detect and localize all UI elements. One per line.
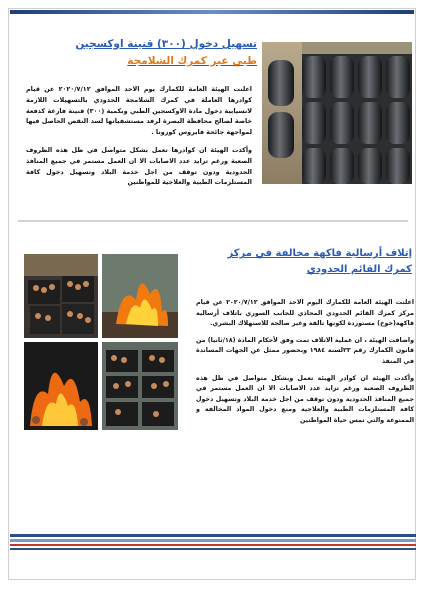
article2-body <box>196 298 414 433</box>
article2-paragraph: اعلنت الهيئة العامة للكمارك اليوم الاحد الموافق ٢٠٢٠/٧/١٢ عن قيام مركز كمرك القائم الحدودي المحاذي للجانب السوري باتلاف أرسالية فاكهة(خوخ) مستوردة لكونها تالفة وغير صالحة للاستهلاك البشري. <box>196 299 414 328</box>
section-divider <box>18 220 408 222</box>
article1-title <box>57 36 257 70</box>
fruit-destruction-photos <box>24 254 178 430</box>
top-decorative-bar <box>10 10 414 14</box>
article2-paragraph: وأكدت الهيئة ان كوادر الهيئة تعمل وبشكل متواصل في ظل هذه الظروف الصعبة ورغم تزايد عدد الاصابات الا ان العمل مستمر في جميع المنافذ الحدودية ودون توقف من اجل خدمة البلاد وتسهيل دخول كافة المستلزمات الطبية والعلاجية ومنع دخول المواد المخالفة و الممنوعة والتي تمس حياة المواطنين <box>196 374 414 424</box>
burning-fruit-photo <box>102 254 178 338</box>
fruit-fire-closeup-photo <box>24 342 98 430</box>
article1-paragraph: اعلنت الهيئة العامة للكمارك يوم الاحد الموافق ٢٠٢٠/٧/١٢ عن قيام كوادرها العاملة في كمرك الشلامجة الحدودي بالتسهيلات اللازمة لانسيابية دخول مادة الاوكسجين الطبي وبكمية (٣٠٠) قنينة فارغة كدفعة خاصة لصالح محافظة البصرة لرفد مستشفياتها لسد النقص الحاصل فيها لمواجهة جائحة فايروس كورونا . <box>26 85 253 137</box>
article1-body <box>26 84 252 195</box>
article2-title-line1: إتلاف أرسالية فاكهة مخالفة في مركز <box>227 248 412 259</box>
article2-title-line2: كمرك القائم الحدودي <box>306 264 412 275</box>
oxygen-cylinders-photo <box>262 42 412 184</box>
stacked-crates-photo <box>102 342 178 430</box>
article2-title <box>200 246 412 278</box>
article1-paragraph: وأكدت الهيئة ان كوادرها تعمل بشكل متواصل في ظل هذه الظروف الصعبة ورغم تزايد عدد الاصابات الا ان العمل مستمر في جميع المنافذ الحدودية ودون توقف من اجل خدمة البلاد وتسهيل دخول كافة المستلزمات الطبية والعلاجية للمواطنين <box>26 145 252 187</box>
article2-paragraph: واضافت الهيئة ، ان عملية الاتلاف تمت وفق لأحكام المادة (١٨/ثانيا) من قانون الكمارك رقم ٢٣لسنة ١٩٨٤ وبحضور ممثل عن الجهات المساندة في المنفذ <box>195 336 414 365</box>
bottom-decorative-band <box>10 532 416 552</box>
fruit-crates-photo <box>24 254 98 338</box>
article1-title-line1: تسهيل دخول (٣٠٠) قنينة اوكسجين <box>75 38 257 50</box>
article1-title-line2: طبي عبر كمرك الشلامجة <box>127 55 257 67</box>
